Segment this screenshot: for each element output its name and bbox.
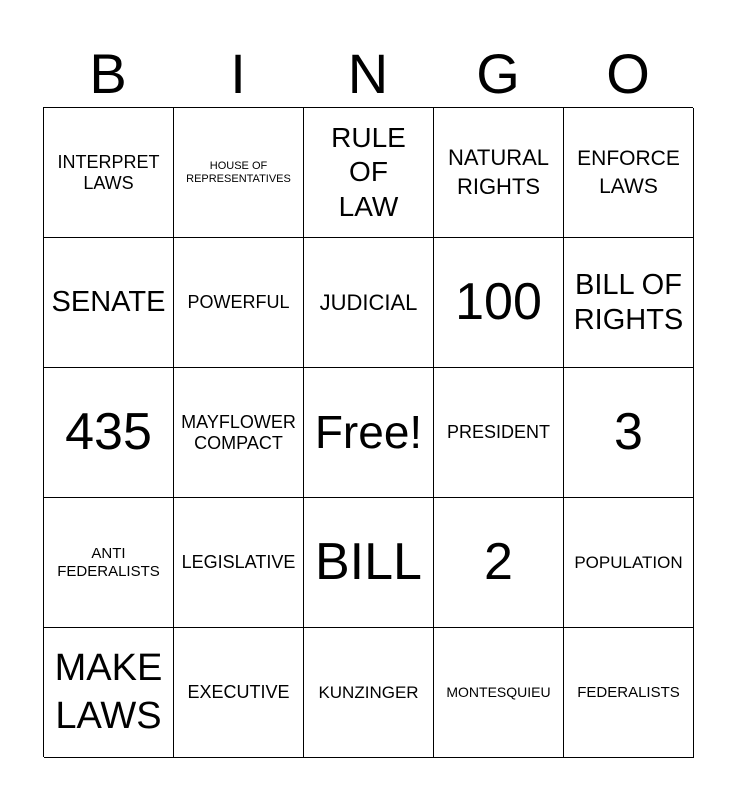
- bingo-cell[interactable]: [44, 108, 174, 238]
- header-letter-n: N: [347, 42, 389, 105]
- cell-text: 3: [614, 402, 643, 461]
- cell-text: RULE OF LAW: [331, 122, 406, 222]
- cell-text: FEDERALISTS: [577, 683, 680, 701]
- cell-text: POPULATION: [574, 552, 683, 572]
- bingo-cell[interactable]: [564, 498, 694, 628]
- cell-text: INTERPRET LAWS: [57, 151, 160, 193]
- bingo-cell[interactable]: [434, 628, 564, 758]
- free-space-cell[interactable]: [304, 368, 434, 498]
- cell-text: MONTESQUIEU: [446, 684, 551, 701]
- cell-text: LEGISLATIVE: [181, 552, 296, 573]
- header-letter-g: G: [476, 42, 520, 105]
- bingo-cell[interactable]: [44, 498, 174, 628]
- bingo-cell[interactable]: [174, 498, 304, 628]
- bingo-cell[interactable]: [564, 238, 694, 368]
- cell-text: HOUSE OF REPRESENTATIVES: [186, 159, 291, 185]
- bingo-cell[interactable]: [304, 628, 434, 758]
- bingo-cell[interactable]: [564, 628, 694, 758]
- bingo-cell[interactable]: [304, 108, 434, 238]
- bingo-cell[interactable]: [434, 108, 564, 238]
- cell-text: POWERFUL: [187, 292, 290, 313]
- bingo-cell[interactable]: [174, 238, 304, 368]
- header-letter-b: B: [89, 42, 127, 105]
- bingo-header: [43, 40, 693, 108]
- cell-text: MAYFLOWER COMPACT: [181, 411, 296, 453]
- cell-text: Free!: [314, 406, 423, 459]
- cell-text: 100: [455, 272, 542, 331]
- bingo-cell[interactable]: [44, 368, 174, 498]
- cell-text: JUDICIAL: [319, 289, 418, 315]
- cell-text: ENFORCE LAWS: [577, 147, 680, 198]
- bingo-cell[interactable]: [304, 498, 434, 628]
- cell-text: SENATE: [51, 285, 166, 318]
- header-letter-o: O: [606, 42, 650, 105]
- cell-text: 435: [65, 402, 152, 461]
- bingo-cell[interactable]: [434, 368, 564, 498]
- cell-text: NATURAL RIGHTS: [447, 144, 550, 199]
- cell-text: EXECUTIVE: [187, 682, 290, 703]
- bingo-cell[interactable]: [434, 498, 564, 628]
- bingo-cell[interactable]: [44, 628, 174, 758]
- cell-text: BILL OF RIGHTS: [573, 268, 684, 336]
- cell-text: ANTI FEDERALISTS: [57, 545, 160, 580]
- bingo-cell[interactable]: [304, 238, 434, 368]
- bingo-cell[interactable]: [564, 368, 694, 498]
- bingo-cell[interactable]: [564, 108, 694, 238]
- bingo-board: [43, 107, 693, 757]
- bingo-cell[interactable]: [174, 108, 304, 238]
- cell-text: BILL: [315, 532, 422, 591]
- cell-text: MAKE LAWS: [54, 647, 163, 737]
- bingo-cell[interactable]: [174, 368, 304, 498]
- bingo-cell[interactable]: [174, 628, 304, 758]
- cell-text: KUNZINGER: [318, 682, 419, 702]
- header-letter-i: I: [230, 42, 246, 105]
- cell-text: 2: [484, 532, 513, 591]
- bingo-cell[interactable]: [434, 238, 564, 368]
- bingo-cell[interactable]: [44, 238, 174, 368]
- cell-text: PRESIDENT: [446, 422, 551, 443]
